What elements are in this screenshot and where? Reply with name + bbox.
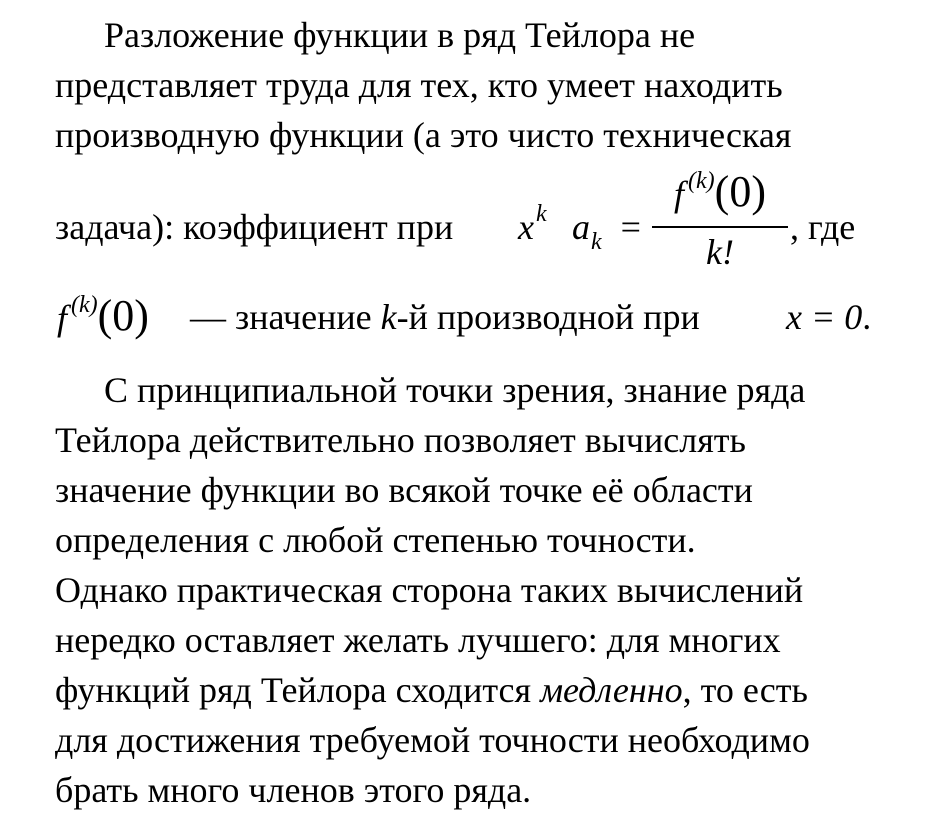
- x-eq-0: x = 0: [786, 297, 863, 337]
- paragraph-1-line-1: Разложение функции в ряд Тейлора не: [104, 15, 696, 55]
- var-x: x: [518, 207, 534, 247]
- line-7-emphasis: медленно: [540, 670, 683, 710]
- paragraph-2-line-7: [55, 665, 915, 715]
- formula-x-power-k: [518, 202, 547, 257]
- line-5-k: k: [380, 297, 397, 337]
- f-var: f: [57, 298, 68, 338]
- period: .: [862, 297, 872, 337]
- line-5-text-2: -й производной при: [396, 297, 700, 337]
- fraction-numerator: [650, 166, 790, 218]
- fraction-denominator: k!: [706, 232, 734, 272]
- var-a: a: [572, 207, 590, 247]
- paragraph-2-line-8: для достижения требуемой точности необходимо: [55, 720, 810, 760]
- paragraph-2-line-4: определения с любой степенью точности.: [55, 520, 696, 560]
- num-zero: (0): [714, 167, 766, 216]
- paragraph-2-line-5: Однако практическая сторона таких вычислений: [55, 570, 804, 610]
- paragraph-2-line-9: брать много членов этого ряда.: [55, 770, 532, 810]
- formula-a-k: [572, 202, 641, 257]
- fraction-bar: [652, 226, 788, 228]
- paragraph-2-line-1: С принципиальной точки зрения, знание ряда: [104, 370, 806, 410]
- paragraph-1-line-3: производную функции (а это чисто техническая: [55, 115, 792, 155]
- line-7-text-b: , то есть: [682, 670, 808, 710]
- line-7-text-a: функций ряд Тейлора сходится: [55, 670, 541, 710]
- fraction: [650, 166, 790, 276]
- paragraph-1-line-5: [190, 292, 700, 342]
- formula-f-k-0: [57, 290, 149, 349]
- num-k-order: (k): [688, 168, 715, 194]
- num-f: f: [674, 174, 685, 214]
- line-4-tail: , где: [790, 207, 856, 247]
- paragraph-2-line-3: значение функции во всякой точке её области: [55, 470, 753, 510]
- sup-k: k: [535, 201, 547, 227]
- sub-k: k: [591, 229, 602, 255]
- f-k-order: (k): [71, 292, 98, 318]
- f-zero: (0): [97, 291, 149, 340]
- paragraph-1-line-2: представляет труда для тех, кто умеет находить: [55, 65, 783, 105]
- line-5-text: — значение: [190, 297, 381, 337]
- paragraph-2-line-6: нередко оставляет желать лучшего: для многих: [55, 620, 781, 660]
- line-4-text: задача): коэффициент при: [55, 207, 454, 247]
- formula-x-equals-0: [786, 292, 871, 342]
- equals-sign: =: [620, 207, 641, 247]
- paragraph-2-line-2: Тейлора действительно позволяет вычислять: [55, 420, 746, 460]
